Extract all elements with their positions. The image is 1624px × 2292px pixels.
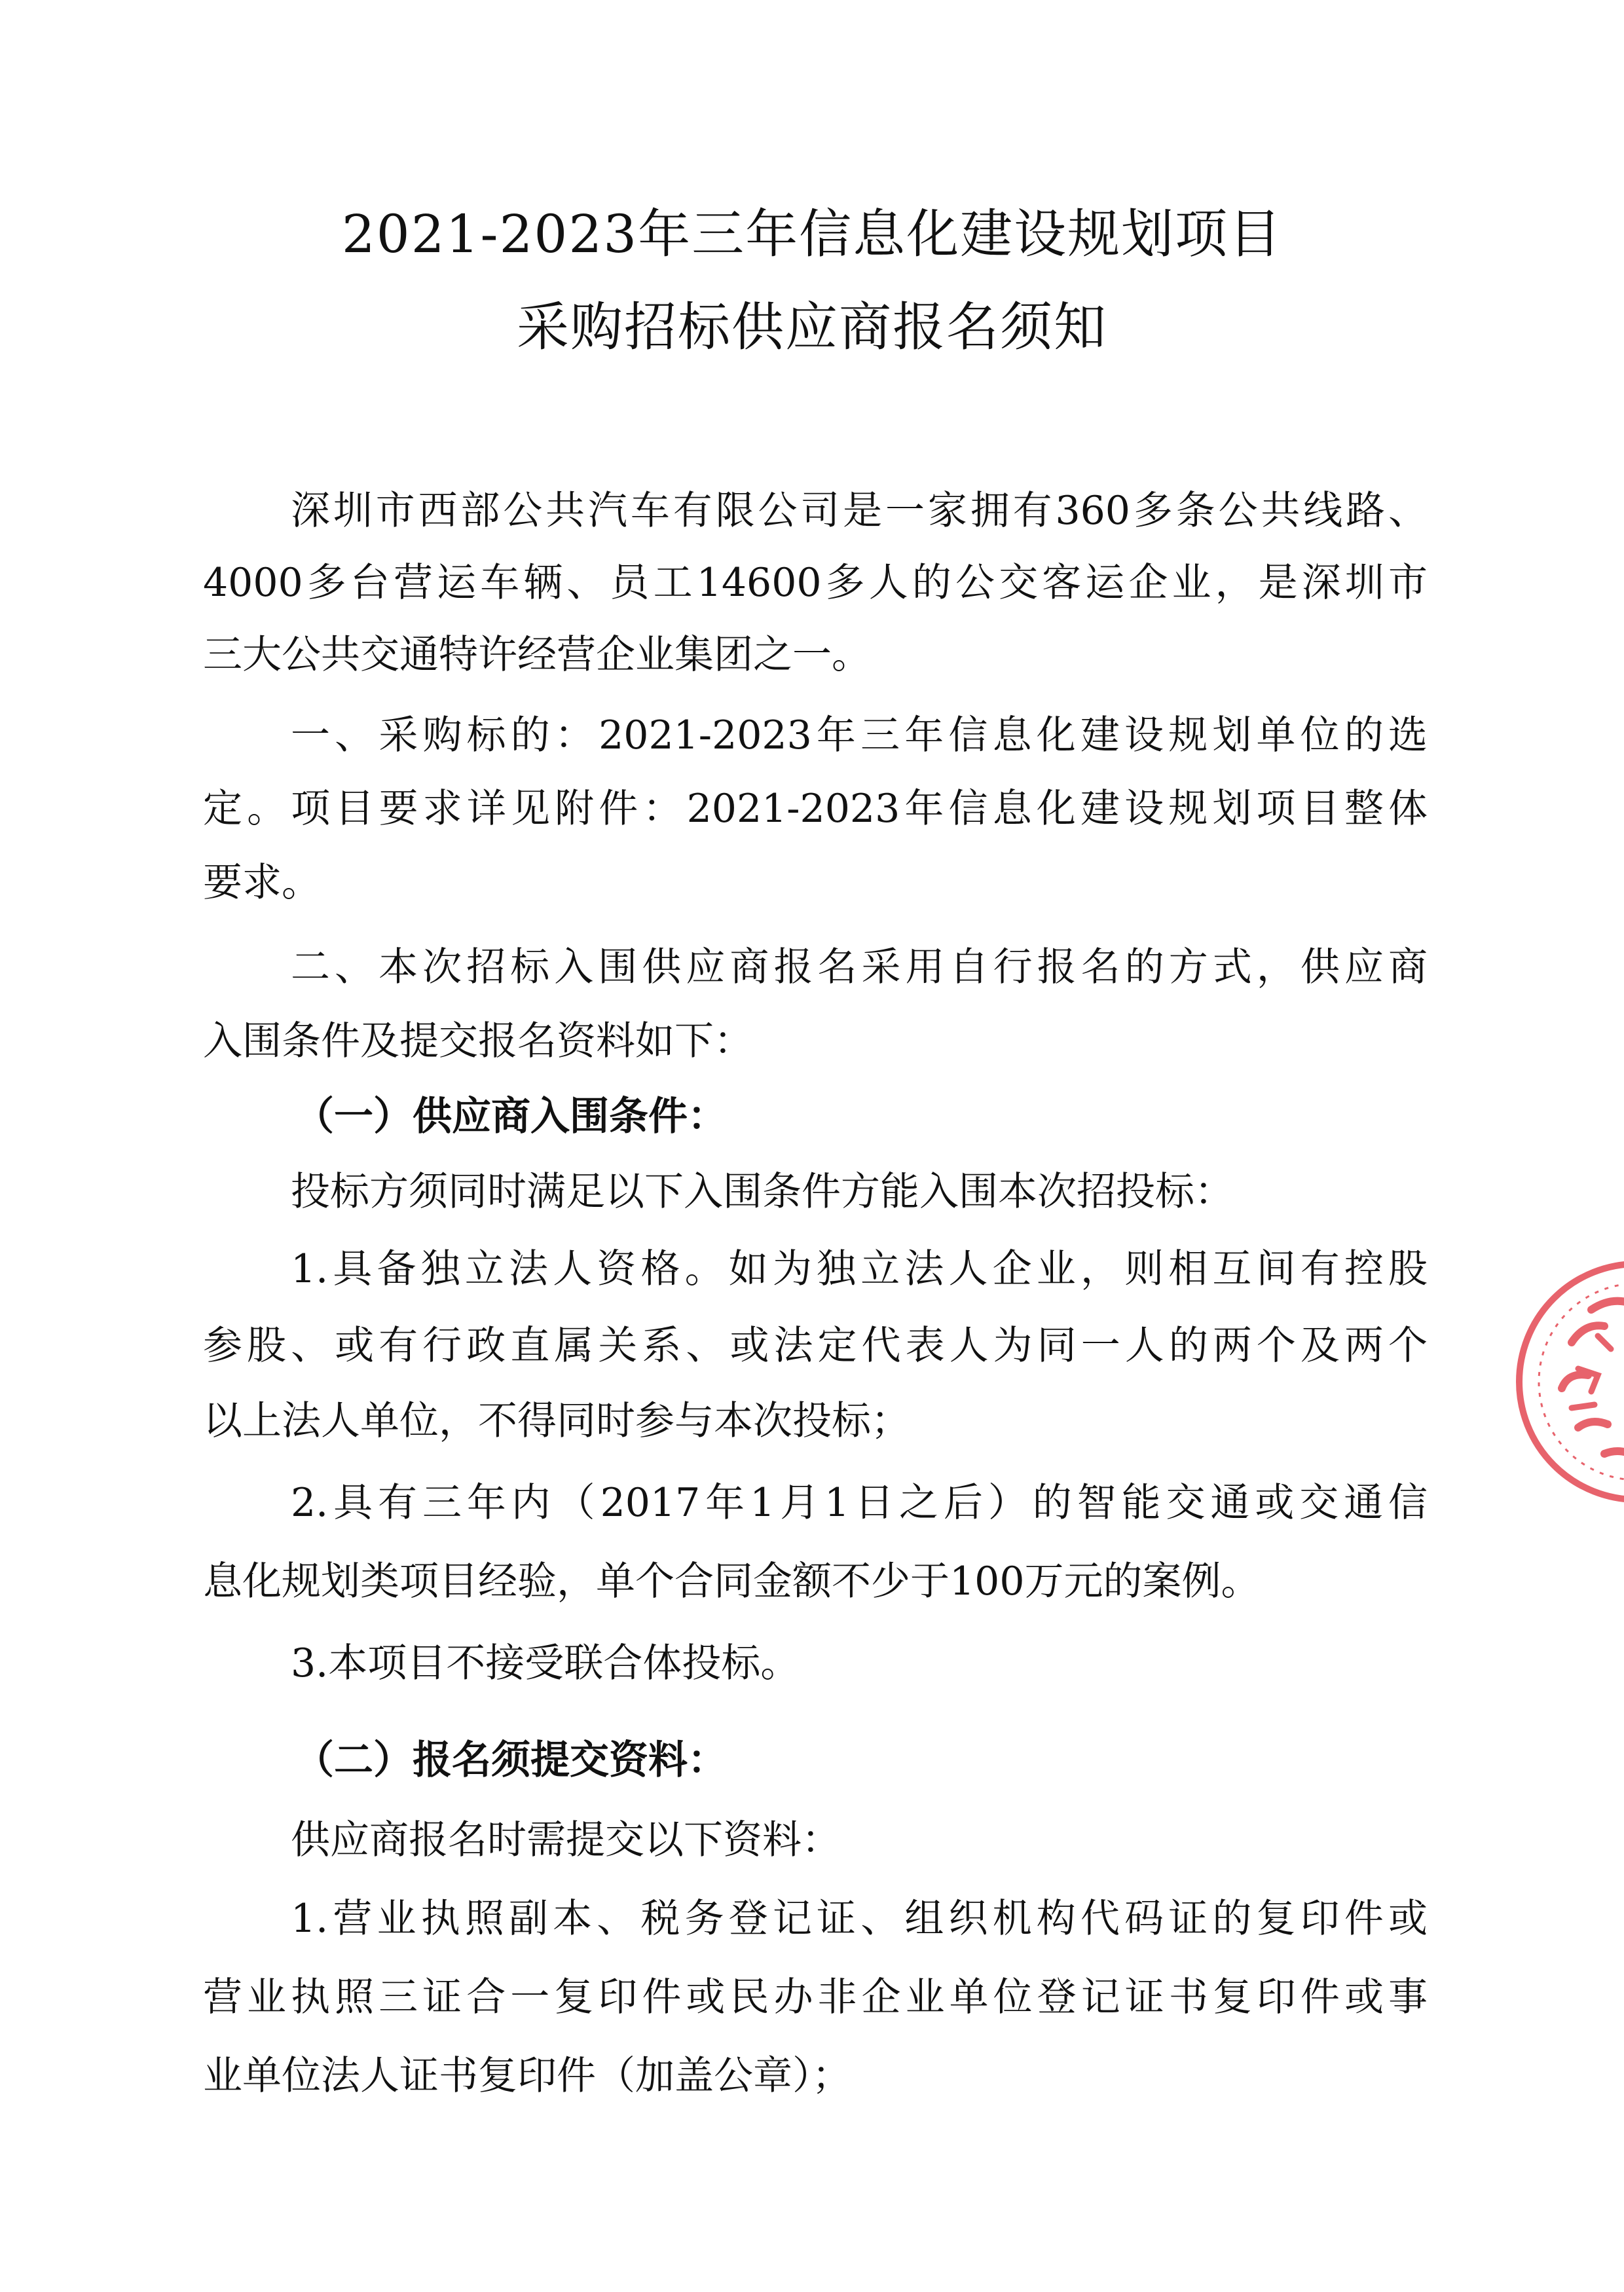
document-title-line-2: 采购招标供应商报名须知 — [517, 297, 1107, 358]
paragraph-line: 1.具备独立法人资格。如为独立法人企业，则相互间有控股 — [291, 1246, 1428, 1292]
paragraph-line: 一、采购标的：2021-2023年三年信息化建设规划单位的选 — [291, 712, 1428, 758]
section-heading: （一）供应商入围条件： — [295, 1094, 727, 1139]
paragraph-line: 息化规划类项目经验，单个合同金额不少于100万元的案例。 — [203, 1559, 1261, 1604]
paragraph-line: 二、本次招标入围供应商报名采用自行报名的方式，供应商 — [291, 944, 1428, 990]
paragraph-line: 定。项目要求详见附件：2021-2023年信息化建设规划项目整体 — [203, 786, 1428, 832]
paragraph-line: 入围条件及提交报名资料如下： — [203, 1018, 753, 1064]
paragraph-line: 以上法人单位，不得同时参与本次投标； — [203, 1398, 910, 1444]
paragraph-line: 参股、或有行政直属关系、或法定代表人为同一人的两个及两个 — [203, 1323, 1428, 1369]
paragraph-line: 4000多台营运车辆、员工14600多人的公交客运企业，是深圳市 — [203, 560, 1428, 606]
paragraph-line: 2.具有三年内（2017年1月1日之后）的智能交通或交通信 — [291, 1480, 1428, 1526]
paragraph-line: 1.营业执照副本、税务登记证、组织机构代码证的复印件或 — [291, 1896, 1428, 1942]
paragraph-line: 投标方须同时满足以下入围条件方能入围本次招投标： — [291, 1169, 1234, 1215]
paragraph-line: 深圳市西部公共汽车有限公司是一家拥有360多条公共线路、 — [291, 488, 1428, 534]
paragraph-line: 营业执照三证合一复印件或民办非企业单位登记证书复印件或事 — [203, 1974, 1428, 2020]
paragraph-line: 三大公共交通特许经营企业集团之一。 — [203, 632, 871, 678]
paragraph-line: 供应商报名时需提交以下资料： — [291, 1817, 841, 1863]
official-seal-icon — [1500, 1238, 1624, 1526]
document-title-line-1: 2021-2023年三年信息化建设规划项目 — [341, 204, 1283, 265]
paragraph-line: 要求。 — [203, 860, 321, 906]
paragraph-line: 业单位法人证书复印件（加盖公章）； — [203, 2053, 851, 2099]
paragraph-line: 3.本项目不接受联合体投标。 — [291, 1640, 800, 1686]
section-heading: （二）报名须提交资料： — [295, 1737, 727, 1783]
